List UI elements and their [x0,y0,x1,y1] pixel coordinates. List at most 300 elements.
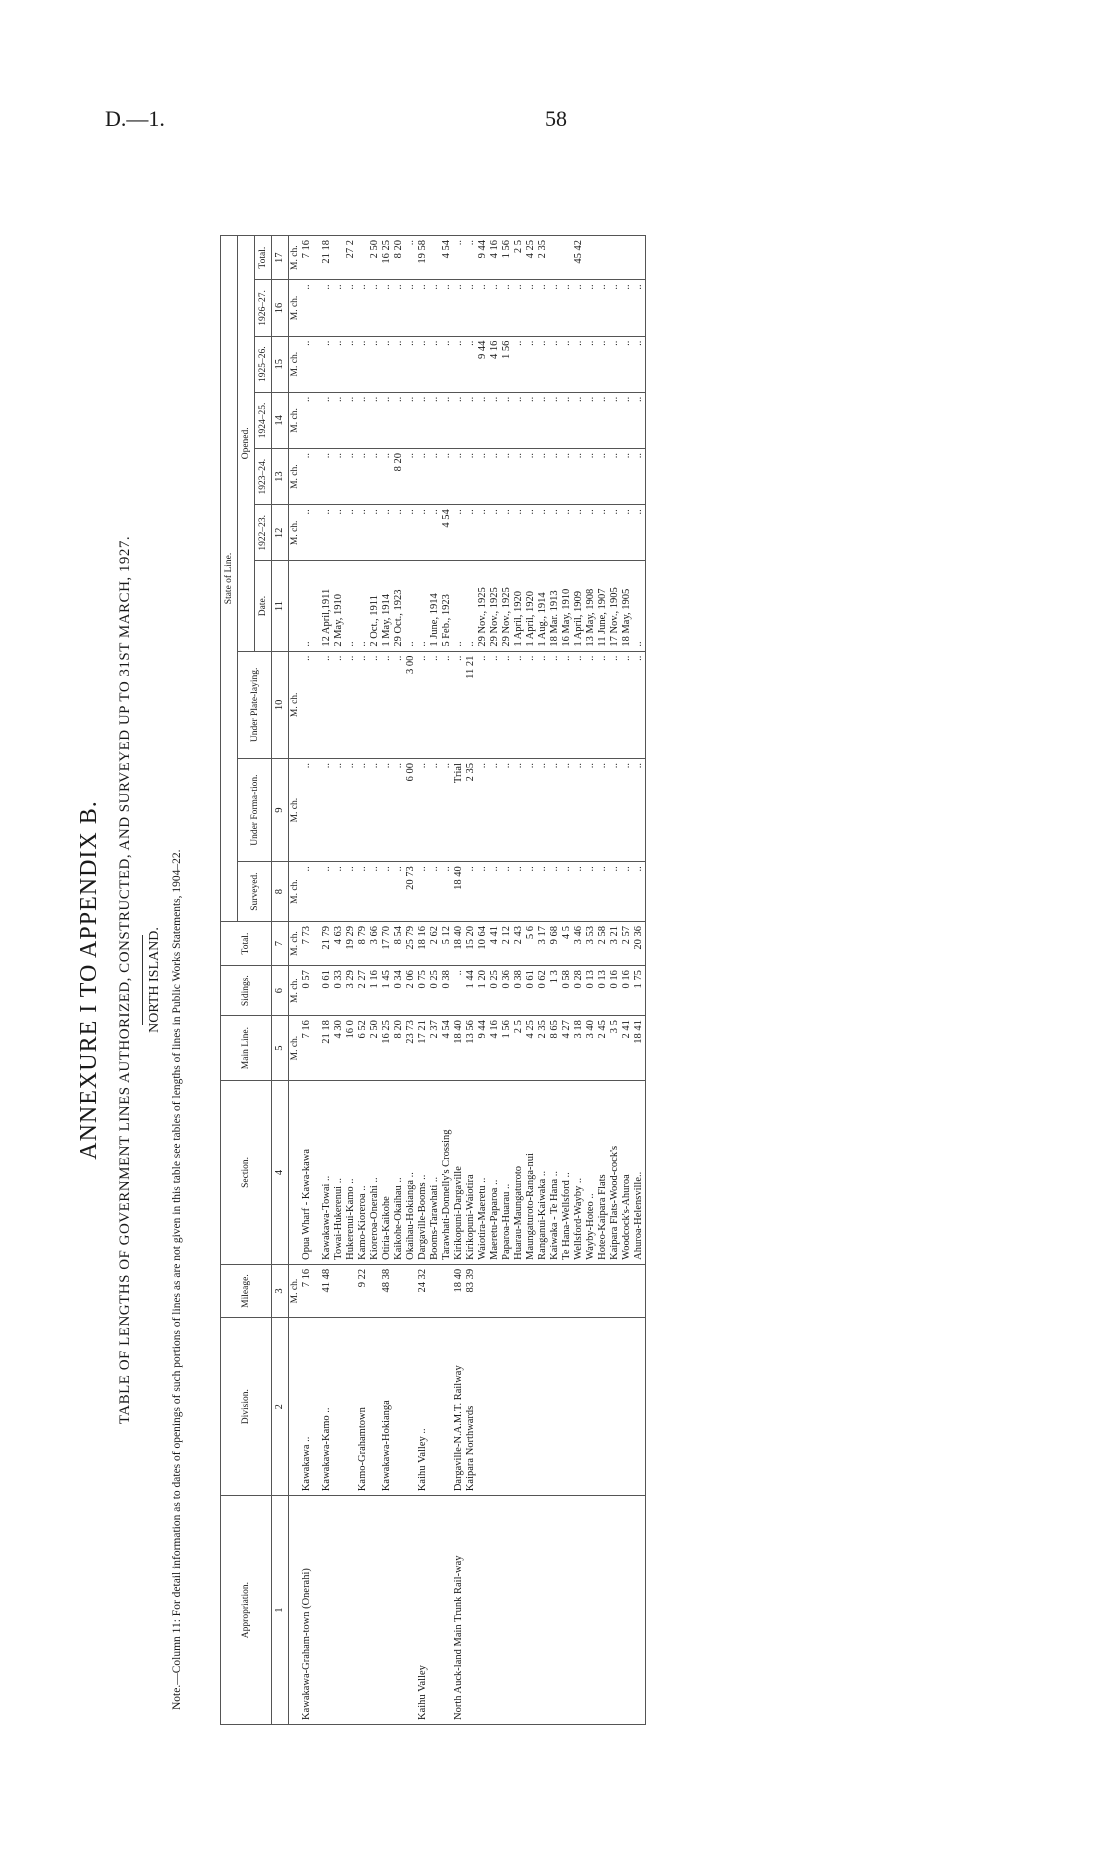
table-cell: M. ch. [289,1264,302,1317]
table-cell: .. [537,862,549,922]
table-cell: .. [537,392,549,448]
table-cell: .. [465,236,477,280]
table-cell: .. [609,449,621,505]
table-cell: .. [609,651,621,758]
table-cell: 15 20 [465,921,477,965]
table-cell [621,1496,633,1725]
table-cell: .. [345,651,357,758]
table-cell: .. [453,966,465,1016]
table-cell: 0 62 [537,966,549,1016]
table-cell: .. [489,651,501,758]
table-cell: .. [417,392,429,448]
table-cell: .. [429,651,441,758]
table-cell [525,1496,537,1725]
table-cell: .. [549,505,561,561]
table-row [417,236,429,1725]
table-cell [549,1318,561,1496]
table-cell: .. [513,862,525,922]
table-cell [369,1318,381,1496]
table-cell: 0 16 [621,966,633,1016]
table-cell [609,236,621,280]
table-cell: .. [633,862,646,922]
table-cell: .. [321,505,333,561]
header-1923-24: 1923–24. [255,449,272,505]
table-cell: .. [417,862,429,922]
table-cell: Huarau-Maungaturoto [513,1081,525,1265]
table-cell: .. [597,651,609,758]
units-row [289,236,302,1725]
table-cell [369,1496,381,1725]
table-cell: 2 May, 1910 [333,561,345,651]
table-cell: .. [441,651,453,758]
table-cell [313,336,321,392]
table-cell: .. [357,862,369,922]
table-cell: .. [525,392,537,448]
table-cell: 1 April, 1920 [513,561,525,651]
table-cell: .. [477,505,489,561]
table-cell: 3 53 [585,921,597,965]
table-cell: Dargaville-Booms .. [417,1081,429,1265]
table-cell: .. [573,280,585,336]
table-cell: 19 58 [417,236,429,280]
table-cell [525,1264,537,1317]
table-cell [633,1318,646,1496]
table-cell [393,1264,405,1317]
table-cell: .. [537,449,549,505]
table-cell: .. [501,862,513,922]
header-main-line: Main Line. [221,1016,272,1081]
table-cell: .. [333,862,345,922]
table-cell: .. [489,449,501,505]
table-cell [537,1264,549,1317]
table-cell: M. ch. [289,236,302,280]
table-cell: 29 Nov., 1925 [489,561,501,651]
table-cell: .. [429,280,441,336]
table-cell: .. [321,392,333,448]
table-cell [289,1081,302,1265]
table-cell: .. [369,505,381,561]
table-cell: .. [561,505,573,561]
table-cell: 18 Mar. 1913 [549,561,561,651]
table-cell [513,1318,525,1496]
table-cell: Kamo-Grahamtown [357,1318,369,1496]
table-cell: .. [321,449,333,505]
table-cell: Kaipara Flats-Wood-cock's [609,1081,621,1265]
table-cell: .. [333,336,345,392]
annexure-title: ANNEXURE I TO APPENDIX B. [76,800,102,1160]
table-cell: 2 37 [429,1016,441,1081]
table-cell: .. [381,759,393,862]
table-cell: .. [429,336,441,392]
table-cell [289,561,302,651]
table-cell: .. [489,759,501,862]
table-cell: .. [585,759,597,862]
table-cell: 2 06 [405,966,417,1016]
table-cell: .. [429,862,441,922]
table-cell: Otiria-Kaikohe [381,1081,393,1265]
table-cell: 4 54 [441,505,453,561]
table-cell: .. [525,449,537,505]
table-cell: 9 44 [477,236,489,280]
table-cell: .. [489,392,501,448]
table-row [489,236,501,1725]
table-cell [441,1264,453,1317]
table-cell: .. [465,336,477,392]
table-row [357,236,369,1725]
table-cell: .. [573,651,585,758]
table-cell: Wellsford-Wayby .. [573,1081,585,1265]
table-cell: 18 40 [453,862,465,922]
table-cell: 29 Oct., 1923 [393,561,405,651]
table-cell: .. [501,759,513,862]
table-cell: Kaiwaka - Te Hana .. [549,1081,561,1265]
table-title: TABLE OF LENGTHS OF GOVERNMENT LINES AUTHORIZED, CONSTRUCTED, AND SURVEYED UP TO 31ST MARCH, 1927. [117,535,133,1425]
table-cell: .. [345,336,357,392]
table-cell: 0 38 [441,966,453,1016]
table-cell: .. [525,862,537,922]
table-cell: Opua Wharf - Kawa-kawa [301,1081,313,1265]
table-cell: 4 54 [441,236,453,280]
table-cell: .. [417,561,429,651]
table-cell: M. ch. [289,505,302,561]
table-cell: .. [609,336,621,392]
table-cell: Hukerenui-Kamo .. [345,1081,357,1265]
table-cell: Maungaturoto-Ranga-nui [525,1081,537,1265]
table-cell [597,1496,609,1725]
table-cell [561,1496,573,1725]
table-cell: .. [417,505,429,561]
table-cell: 15 [272,336,289,392]
table-cell: .. [393,505,405,561]
table-cell: .. [441,759,453,862]
table-cell: .. [453,561,465,651]
table-cell: Kaipara Northwards [465,1318,477,1496]
table-cell: .. [513,759,525,862]
table-cell: Kawakawa-Graham-town (Onerahi) [301,1496,313,1725]
table-cell [289,1318,302,1496]
table-cell: 11 June, 1907 [597,561,609,651]
table-cell: .. [525,336,537,392]
table-cell: .. [633,651,646,758]
table-cell: .. [393,392,405,448]
table-cell [313,862,321,922]
table-cell: .. [549,392,561,448]
table-cell: .. [477,449,489,505]
table-cell: 7 16 [301,1016,313,1081]
table-cell: 11 [272,561,289,651]
table-cell [585,1264,597,1317]
table-cell: 2 35 [537,236,549,280]
table-cell: .. [441,862,453,922]
table-cell: 17 21 [417,1016,429,1081]
table-cell: .. [381,449,393,505]
table-cell: .. [561,392,573,448]
table-cell: .. [549,336,561,392]
table-cell: Kioreroa-Onerahi .. [369,1081,381,1265]
table-cell: 7 16 [301,1264,313,1317]
table-row [345,236,357,1725]
table-cell: .. [501,505,513,561]
table-cell: 0 75 [417,966,429,1016]
table-cell: 8 20 [393,236,405,280]
table-cell: 6 52 [357,1016,369,1081]
table-cell [345,1318,357,1496]
table-cell: 3 46 [573,921,585,965]
table-cell [333,1264,345,1317]
table-cell [621,1318,633,1496]
table-cell: .. [465,280,477,336]
table-cell: .. [321,336,333,392]
table-cell: M. ch. [289,336,302,392]
table-cell: 2 5 [513,236,525,280]
table-cell: 0 34 [393,966,405,1016]
table-cell: 9 44 [477,1016,489,1081]
table-cell [573,1496,585,1725]
table-cell [381,1496,393,1725]
table-cell [357,1496,369,1725]
table-cell: M. ch. [289,921,302,965]
table-cell: 1 75 [633,966,646,1016]
table-cell [597,236,609,280]
table-cell: .. [585,392,597,448]
table-cell: Waiotira-Maeretu .. [477,1081,489,1265]
table-cell: .. [369,862,381,922]
table-cell: .. [501,392,513,448]
table-header [221,236,272,1725]
table-cell: .. [597,862,609,922]
table-cell: .. [477,280,489,336]
table-cell [609,1496,621,1725]
table-cell [573,1318,585,1496]
table-cell: Paparoa-Huarau .. [501,1081,513,1265]
table-cell [405,1318,417,1496]
table-cell: 4 16 [489,336,501,392]
table-cell: .. [453,449,465,505]
table-cell: .. [513,336,525,392]
table-cell: .. [357,759,369,862]
table-cell: .. [609,862,621,922]
header-sidings: Sidings. [221,966,272,1016]
column-note: Note.—Column 11: For detail information as to dates of openings of such portions of lines as are not given in this table see tables of lengths of lines in Public Works Statements, 1904–22. [171,849,183,1710]
table-cell: .. [465,862,477,922]
table-cell: .. [585,651,597,758]
table-cell: .. [477,862,489,922]
table-cell: .. [417,336,429,392]
table-cell: 2 62 [429,921,441,965]
table-cell: 0 57 [301,966,313,1016]
table-cell: .. [513,392,525,448]
table-row [561,236,573,1725]
table-cell: 14 [272,392,289,448]
table-cell: .. [561,449,573,505]
header-1924-25: 1924–25. [255,392,272,448]
table-cell: .. [609,505,621,561]
table-cell: 2 [272,1318,289,1496]
table-cell: .. [405,449,417,505]
table-cell: .. [513,449,525,505]
table-cell: 8 20 [393,449,405,505]
table-row [465,236,477,1725]
table-cell: .. [597,505,609,561]
title-block [70,190,163,1770]
table-cell: .. [321,759,333,862]
header-1926-27: 1926–27. [255,280,272,336]
table-cell: .. [549,280,561,336]
table-cell: .. [369,336,381,392]
table-cell: 1 June, 1914 [429,561,441,651]
table-cell: 4 5 [561,921,573,965]
table-cell [513,1496,525,1725]
table-cell: .. [585,336,597,392]
table-cell: 0 58 [561,966,573,1016]
table-cell: .. [369,651,381,758]
table-cell: Hoteo-Kaipara Flats [597,1081,609,1265]
table-cell: .. [537,651,549,758]
table-cell: Ranganui-Kaiwaka .. [537,1081,549,1265]
table-cell: .. [621,651,633,758]
table-row [321,236,333,1725]
table-cell: 2 50 [369,1016,381,1081]
table-cell: 4 16 [489,236,501,280]
table-row [501,236,513,1725]
table-cell: 12 April,1911 [321,561,333,651]
table-cell [405,1496,417,1725]
table-cell: .. [321,651,333,758]
table-cell: 3 18 [573,1016,585,1081]
table-row [573,236,585,1725]
table-cell: .. [453,280,465,336]
table-cell: .. [537,759,549,862]
table-cell: 19 29 [345,921,357,965]
table-cell: .. [561,862,573,922]
table-cell: 2 50 [369,236,381,280]
table-cell: 25 79 [405,921,417,965]
table-cell: 8 [272,862,289,922]
table-cell [597,1264,609,1317]
table-cell: .. [345,561,357,651]
table-cell: 0 38 [513,966,525,1016]
table-cell: 17 [272,236,289,280]
table-cell: 20 36 [633,921,646,965]
table-cell: .. [501,651,513,758]
table-cell: .. [405,561,417,651]
table-cell: 4 54 [441,1016,453,1081]
table-cell: .. [489,280,501,336]
table-cell: .. [633,280,646,336]
table-cell: .. [301,759,313,862]
table-row [609,236,621,1725]
table-cell: .. [301,336,313,392]
table-cell: 9 44 [477,336,489,392]
table-cell: 2 45 [597,1016,609,1081]
table-cell: 18 40 [453,1264,465,1317]
table-cell: .. [561,336,573,392]
table-cell [313,392,321,448]
table-cell: .. [405,280,417,336]
table-cell: M. ch. [289,651,302,758]
header-state-of-line: State of Line. [221,236,238,922]
table-cell [477,1264,489,1317]
table-cell: 17 Nov., 1905 [609,561,621,651]
table-cell: 1 [272,1496,289,1725]
table-cell: .. [417,759,429,862]
table-cell: .. [621,505,633,561]
header-section: Section. [221,1081,272,1265]
table-row [525,236,537,1725]
table-cell: Woodcock's-Ahuroa [621,1081,633,1265]
table-cell: .. [381,336,393,392]
table-cell: M. ch. [289,759,302,862]
table-cell: .. [489,505,501,561]
table-cell: 2 35 [465,759,477,862]
table-cell: 8 65 [549,1016,561,1081]
table-cell: .. [333,759,345,862]
table-cell: 0 33 [333,966,345,1016]
table-cell: .. [537,280,549,336]
table-row [477,236,489,1725]
table-cell [405,1264,417,1317]
table-cell: 16 25 [381,236,393,280]
table-cell: .. [405,392,417,448]
table-cell: 4 41 [489,921,501,965]
table-cell: Kamo-Kioreroa .. [357,1081,369,1265]
table-cell: .. [585,505,597,561]
table-cell [369,1264,381,1317]
table-cell: .. [621,392,633,448]
table-cell: 0 28 [573,966,585,1016]
table-cell: M. ch. [289,966,302,1016]
table-cell: 27 2 [345,236,357,280]
table-cell: 21 79 [321,921,333,965]
table-cell: .. [573,759,585,862]
table-cell: Kirikopuni-Waiotira [465,1081,477,1265]
table-cell [489,1318,501,1496]
table-cell: .. [429,449,441,505]
table-cell: .. [453,651,465,758]
table-cell: 3 00 [405,651,417,758]
header-date: Date. [255,561,272,651]
table-cell [345,1496,357,1725]
table-cell [321,1496,333,1725]
table-cell: 17 70 [381,921,393,965]
table-cell: 29 Nov., 1925 [501,561,513,651]
table-cell [585,236,597,280]
column-number-row [272,236,289,1725]
table-cell: 10 64 [477,921,489,965]
table-cell: .. [441,449,453,505]
table-cell: .. [609,280,621,336]
table-cell [561,236,573,280]
table-cell [525,1318,537,1496]
table-cell: .. [585,449,597,505]
table-cell: .. [597,759,609,862]
table-cell: .. [621,759,633,862]
table-cell: 3 21 [609,921,621,965]
table-cell: .. [525,280,537,336]
table-cell: .. [417,449,429,505]
table-body [272,236,646,1725]
table-cell: .. [525,759,537,862]
table-cell: .. [301,561,313,651]
table-cell: .. [333,392,345,448]
table-cell: M. ch. [289,280,302,336]
table-cell: .. [525,505,537,561]
table-cell: .. [477,392,489,448]
table-cell: 3 29 [345,966,357,1016]
table-cell: 48 38 [381,1264,393,1317]
table-cell [489,1264,501,1317]
table-cell [585,1318,597,1496]
